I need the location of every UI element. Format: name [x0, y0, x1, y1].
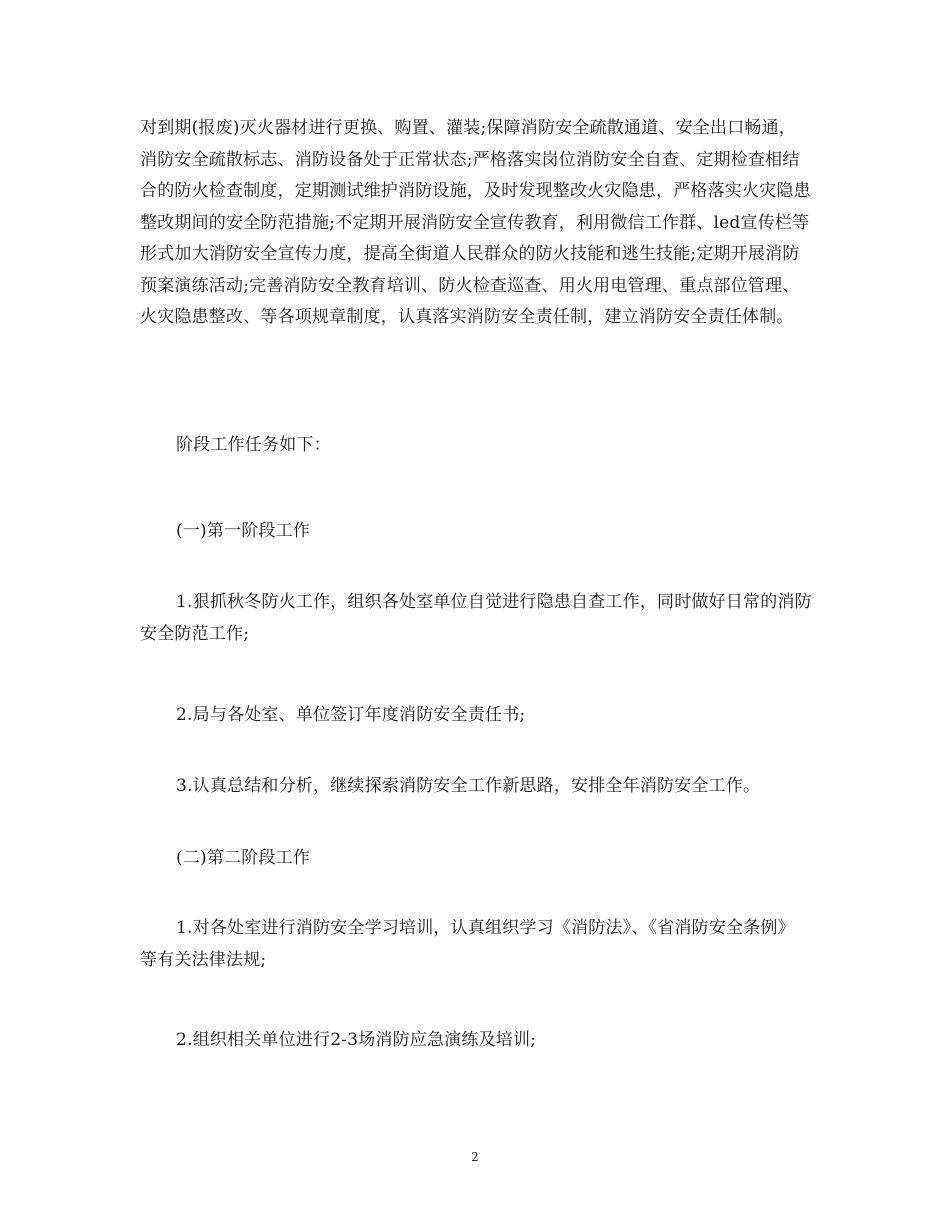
- stage-one-item-1: 1.狠抓秋冬防火工作，组织各处室单位自觉进行隐患自查工作，同时做好日常的消防安全防范工作;: [140, 592, 812, 644]
- section-heading-stage-one: (一)第一阶段工作: [176, 521, 311, 541]
- stage-tasks-intro: 阶段工作任务如下：: [176, 435, 331, 455]
- stage-one-item-2: 2.局与各处室、单位签订年度消防安全责任书;: [176, 705, 526, 725]
- body-paragraph-fire-safety-measures: 对到期(报废)灭火器材进行更换、购置、灌装;保障消防安全疏散通道、安全出口畅通，消防安全疏散标志、消防设备处于正常状态;严格落实岗位消防安全自查、定期检查相结合的防火检查制度，定期测试维护消防设施，及时发现整改火灾隐患，严格落实火灾隐患整改期间的安全防范措施;不定期开展消防安全宣传教育，利用微信工作群、led宣传栏等形式加大消防安全宣传力度，提高全街道人民群众的防火技能和逃生技能;定期开展消防预案演练活动;完善消防安全教育培训、防火检查巡查、用火用电管理、重点部位管理、火灾隐患整改、等各项规章制度，认真落实消防安全责任制，建立消防安全责任体制。: [140, 118, 811, 327]
- stage-two-item-1: 1.对各处室进行消防安全学习培训，认真组织学习《消防法》、《省消防安全条例》等有关法律法规;: [140, 918, 795, 970]
- page-number: 2: [471, 1150, 479, 1164]
- stage-one-item-3: 3.认真总结和分析，继续探索消防安全工作新思路，安排全年消防安全工作。: [176, 776, 761, 796]
- section-heading-stage-two: (二)第二阶段工作: [176, 848, 311, 868]
- stage-two-item-2: 2.组织相关单位进行2-3场消防应急演练及培训;: [176, 1030, 537, 1050]
